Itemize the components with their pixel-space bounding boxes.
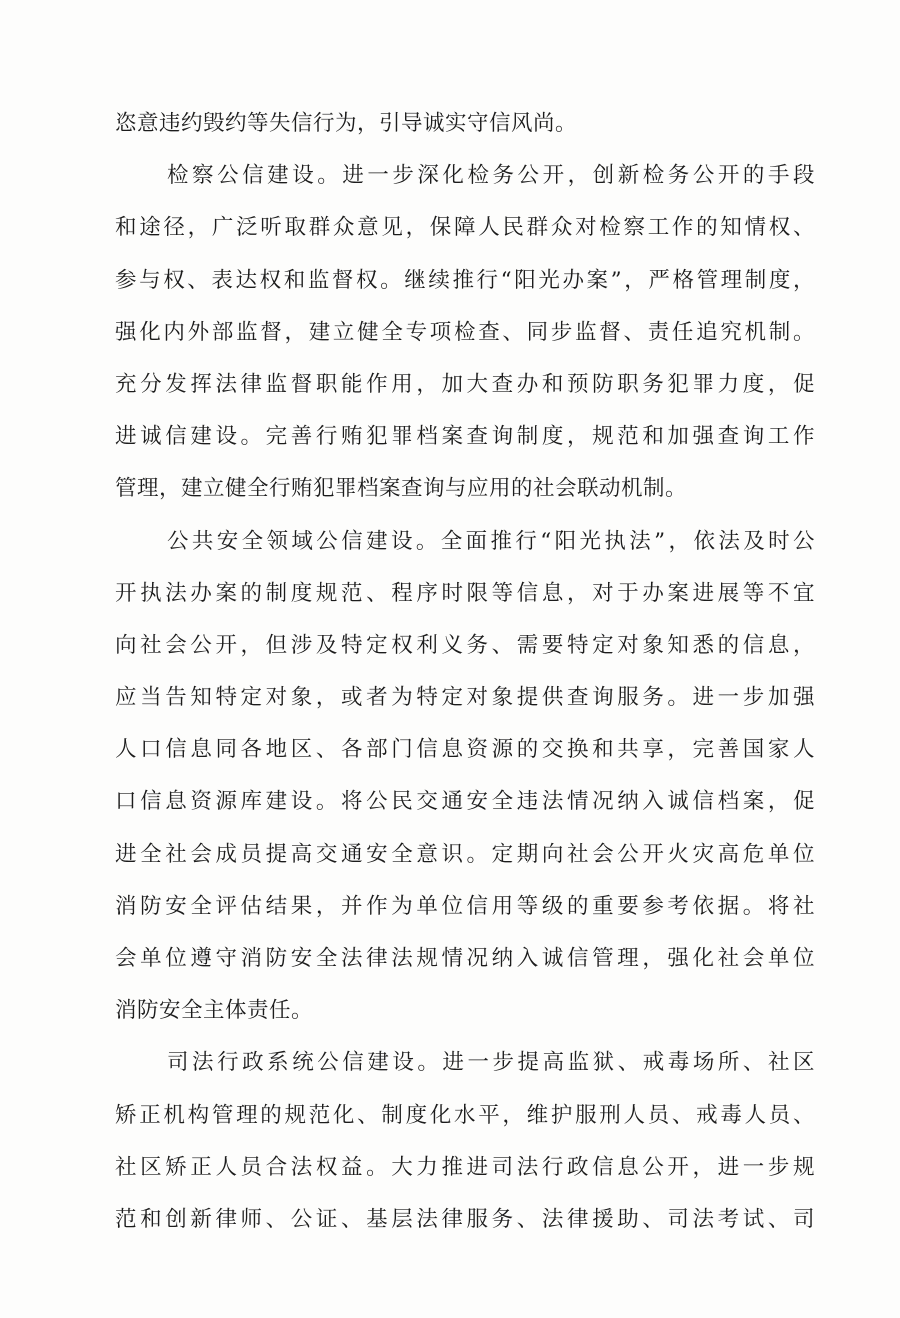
text-line: 和途径，广泛听取群众意见，保障人民群众对检察工作的知情权、 bbox=[115, 215, 815, 241]
text-line: 会单位遵守消防安全法律法规情况纳入诚信管理，强化社会单位 bbox=[115, 946, 815, 971]
text-line: 社区矫正人员合法权益。大力推进司法行政信息公开，进一步规 bbox=[115, 1154, 815, 1180]
text-line: 应当告知特定对象，或者为特定对象提供查询服务。进一步加强 bbox=[115, 685, 815, 711]
text-line: 管理，建立健全行贿犯罪档案查询与应用的社会联动机制。 bbox=[115, 476, 688, 502]
document-body bbox=[115, 98, 815, 1246]
text-line: 开执法办案的制度规范、程序时限等信息，对于办案进展等不宜 bbox=[115, 580, 815, 606]
text-line: 强化内外部监督，建立健全专项检查、同步监督、责任追究机制。 bbox=[115, 319, 815, 345]
text-line: 进全社会成员提高交通安全意识。定期向社会公开火灾高危单位 bbox=[115, 841, 815, 867]
text-line: 向社会公开，但涉及特定权利义务、需要特定对象知悉的信息， bbox=[115, 632, 815, 658]
text-line: 口信息资源库建设。将公民交通安全违法情况纳入诚信档案，促 bbox=[115, 789, 815, 815]
text-line: 范和创新律师、公证、基层法律服务、法律援助、司法考试、司 bbox=[115, 1206, 815, 1232]
text-line: 充分发挥法律监督职能作用，加大查办和预防职务犯罪力度，促 bbox=[115, 371, 815, 397]
text-line: 进诚信建设。完善行贿犯罪档案查询制度，规范和加强查询工作 bbox=[115, 424, 815, 450]
text-line: 矫正机构管理的规范化、制度化水平，维护服刑人员、戒毒人员、 bbox=[115, 1102, 815, 1128]
paragraph-heading-line: 司法行政系统公信建设。进一步提高监狱、戒毒场所、社区 bbox=[167, 1050, 815, 1076]
text-line: 恣意违约毁约等失信行为，引导诚实守信风尚。 bbox=[115, 111, 578, 136]
text-line: 参与权、表达权和监督权。继续推行“阳光办案”，严格管理制度， bbox=[115, 267, 815, 293]
text-line: 消防安全主体责任。 bbox=[115, 998, 314, 1024]
text-line: 消防安全评估结果，并作为单位信用等级的重要参考依据。将社 bbox=[115, 893, 815, 919]
paragraph-heading-line: 检察公信建设。进一步深化检务公开，创新检务公开的手段 bbox=[167, 163, 815, 189]
text-line: 人口信息同各地区、各部门信息资源的交换和共享，完善国家人 bbox=[115, 737, 815, 763]
paragraph-heading-line: 公共安全领域公信建设。全面推行“阳光执法”，依法及时公 bbox=[167, 528, 815, 554]
